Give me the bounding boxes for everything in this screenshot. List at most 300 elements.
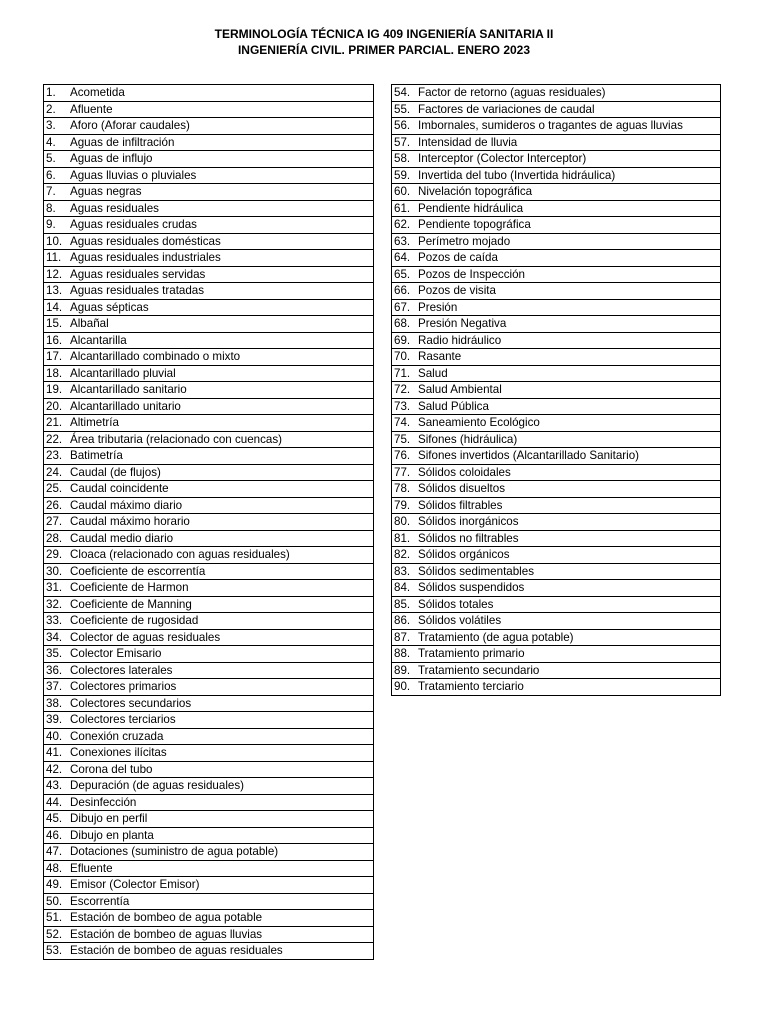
term-row	[44, 365, 374, 382]
term-cell	[44, 101, 374, 118]
term-text: Coeficiente de Harmon	[70, 581, 189, 594]
term-number: 82.	[394, 548, 411, 561]
term-cell	[392, 398, 721, 415]
term-cell	[392, 184, 721, 201]
term-cell	[44, 728, 374, 745]
term-row	[44, 695, 374, 712]
term-cell	[392, 101, 721, 118]
term-cell	[44, 712, 374, 729]
term-row	[392, 646, 721, 663]
term-cell	[392, 299, 721, 316]
term-number: 52.	[46, 927, 63, 941]
term-cell	[392, 431, 721, 448]
term-row	[392, 398, 721, 415]
term-cell	[44, 563, 374, 580]
term-text: Escorrentía	[70, 894, 130, 908]
term-text: Caudal máximo horario	[70, 515, 190, 528]
term-number: 63.	[394, 234, 411, 248]
term-cell	[44, 448, 374, 465]
term-cell	[392, 580, 721, 597]
term-row	[392, 217, 721, 234]
term-text: Perímetro mojado	[418, 234, 511, 248]
term-cell	[44, 926, 374, 943]
term-row	[392, 448, 721, 465]
term-number: 20.	[46, 399, 63, 413]
term-cell	[44, 547, 374, 564]
term-number: 7.	[46, 185, 56, 198]
term-cell	[392, 563, 721, 580]
term-row	[392, 365, 721, 382]
term-number: 43.	[46, 779, 63, 792]
term-cell	[44, 811, 374, 828]
term-number: 27.	[46, 515, 63, 528]
term-row	[392, 101, 721, 118]
term-cell	[392, 151, 721, 168]
term-text: Pozos de caída	[418, 251, 498, 264]
term-row	[44, 299, 374, 316]
term-cell	[44, 200, 374, 217]
term-number: 36.	[46, 663, 63, 677]
term-number: 55.	[394, 102, 411, 116]
term-text: Sifones invertidos (Alcantarillado Sanitario)	[418, 449, 640, 462]
term-cell	[44, 745, 374, 762]
term-number: 23.	[46, 449, 63, 462]
term-text: Imbornales, sumideros o tragantes de aguas lluvias	[418, 119, 683, 132]
term-text: Rasante	[418, 350, 462, 363]
term-text: Factor de retorno (aguas residuales)	[418, 86, 606, 99]
term-text: Aguas sépticas	[70, 300, 149, 314]
term-row	[392, 679, 721, 696]
term-row	[44, 530, 374, 547]
term-text: Afluente	[70, 102, 113, 116]
term-row	[392, 514, 721, 531]
term-cell	[44, 596, 374, 613]
term-row	[44, 217, 374, 234]
term-text: Pendiente hidráulica	[418, 201, 524, 215]
term-number: 44.	[46, 795, 63, 809]
term-text: Colector de aguas residuales	[70, 630, 221, 644]
term-row	[44, 613, 374, 630]
term-cell	[392, 646, 721, 663]
term-text: Tratamiento terciario	[418, 680, 524, 693]
term-text: Área tributaria (relacionado con cuencas)	[70, 432, 283, 446]
term-row	[44, 910, 374, 927]
term-cell	[44, 349, 374, 366]
term-cell	[392, 514, 721, 531]
term-row	[44, 382, 374, 399]
term-row	[392, 299, 721, 316]
term-text: Sólidos sedimentables	[418, 564, 535, 578]
term-cell	[392, 118, 721, 135]
term-number: 85.	[394, 597, 411, 611]
term-text: Estación de bombeo de aguas residuales	[70, 944, 283, 957]
term-row	[44, 266, 374, 283]
term-number: 19.	[46, 383, 63, 396]
term-cell	[44, 431, 374, 448]
term-row	[44, 349, 374, 366]
term-number: 53.	[46, 944, 63, 957]
term-row	[44, 514, 374, 531]
term-number: 90.	[394, 680, 411, 693]
term-row	[44, 415, 374, 432]
term-row	[392, 563, 721, 580]
term-row	[44, 118, 374, 135]
term-cell	[392, 316, 721, 333]
term-cell	[44, 365, 374, 382]
term-row	[44, 547, 374, 564]
term-row	[44, 728, 374, 745]
terms-table-right	[391, 84, 721, 696]
term-number: 22.	[46, 432, 63, 446]
term-number: 28.	[46, 531, 63, 545]
term-cell	[44, 184, 374, 201]
term-text: Caudal máximo diario	[70, 498, 183, 512]
term-row	[44, 811, 374, 828]
term-text: Colectores laterales	[70, 663, 173, 677]
term-row	[44, 794, 374, 811]
term-text: Aguas residuales servidas	[70, 267, 206, 281]
term-number: 61.	[394, 201, 411, 215]
term-text: Tratamiento (de agua potable)	[418, 630, 574, 644]
term-text: Salud Ambiental	[418, 383, 502, 396]
term-cell	[44, 943, 374, 960]
term-number: 6.	[46, 168, 56, 182]
term-cell	[392, 266, 721, 283]
term-row	[44, 827, 374, 844]
term-number: 87.	[394, 630, 411, 644]
term-number: 41.	[46, 746, 63, 759]
term-row	[44, 448, 374, 465]
term-number: 14.	[46, 300, 63, 314]
term-text: Nivelación topográfica	[418, 185, 533, 198]
term-text: Radio hidráulico	[418, 333, 502, 347]
term-row	[44, 398, 374, 415]
term-row	[44, 332, 374, 349]
term-text: Aguas negras	[70, 185, 142, 198]
term-number: 72.	[394, 383, 411, 396]
term-row	[44, 712, 374, 729]
term-row	[392, 547, 721, 564]
term-number: 11.	[46, 251, 62, 264]
document-title	[0, 26, 768, 58]
term-row	[392, 530, 721, 547]
term-row	[44, 860, 374, 877]
term-text: Sólidos disueltos	[418, 482, 506, 495]
term-number: 79.	[394, 498, 411, 512]
term-text: Estación de bombeo de aguas lluvias	[70, 927, 263, 941]
term-text: Aguas residuales crudas	[70, 218, 197, 231]
term-number: 78.	[394, 482, 411, 495]
term-text: Dotaciones (suministro de agua potable)	[70, 845, 279, 858]
term-text: Alcantarillado unitario	[70, 399, 181, 413]
term-row	[44, 893, 374, 910]
term-text: Aguas residuales industriales	[70, 251, 221, 264]
term-row	[44, 844, 374, 861]
term-row	[44, 563, 374, 580]
term-text: Sólidos volátiles	[418, 614, 502, 627]
term-number: 88.	[394, 647, 411, 660]
term-cell	[392, 613, 721, 630]
term-row	[392, 382, 721, 399]
term-cell	[44, 860, 374, 877]
term-row	[44, 778, 374, 795]
term-cell	[44, 877, 374, 894]
term-row	[44, 101, 374, 118]
term-cell	[44, 316, 374, 333]
term-text: Caudal (de flujos)	[70, 465, 161, 479]
term-text: Colector Emisario	[70, 647, 162, 660]
term-row	[392, 118, 721, 135]
term-text: Salud	[418, 366, 448, 380]
term-text: Altimetría	[70, 416, 119, 429]
term-number: 17.	[46, 350, 63, 363]
term-row	[392, 283, 721, 300]
term-cell	[44, 118, 374, 135]
term-number: 10.	[46, 234, 63, 248]
term-cell	[44, 217, 374, 234]
term-number: 75.	[394, 432, 411, 446]
term-text: Dibujo en planta	[70, 828, 154, 842]
term-cell	[44, 629, 374, 646]
term-text: Sólidos no filtrables	[418, 531, 519, 545]
term-text: Aguas de infiltración	[70, 135, 175, 149]
term-text: Caudal medio diario	[70, 531, 174, 545]
term-text: Pozos de visita	[418, 284, 496, 297]
term-number: 73.	[394, 399, 411, 413]
term-text: Efluente	[70, 861, 113, 875]
term-number: 54.	[394, 86, 411, 99]
term-row	[392, 332, 721, 349]
term-cell	[44, 530, 374, 547]
term-number: 51.	[46, 911, 63, 924]
term-cell	[392, 332, 721, 349]
term-number: 40.	[46, 729, 63, 743]
term-cell	[44, 679, 374, 696]
term-text: Intensidad de lluvia	[418, 135, 518, 149]
term-text: Caudal coincidente	[70, 482, 169, 495]
term-text: Saneamiento Ecológico	[418, 416, 540, 429]
term-number: 25.	[46, 482, 63, 495]
term-number: 67.	[394, 300, 411, 314]
term-number: 5.	[46, 152, 56, 165]
term-number: 42.	[46, 762, 63, 776]
term-number: 30.	[46, 564, 63, 578]
term-text: Colectores primarios	[70, 680, 177, 693]
term-text: Pozos de Inspección	[418, 267, 525, 281]
term-number: 35.	[46, 647, 63, 660]
term-text: Acometida	[70, 86, 125, 99]
term-cell	[44, 827, 374, 844]
term-cell	[392, 547, 721, 564]
term-cell	[44, 695, 374, 712]
term-text: Coeficiente de escorrentía	[70, 564, 206, 578]
term-number: 31.	[46, 581, 63, 594]
term-number: 39.	[46, 713, 63, 726]
term-text: Factores de variaciones de caudal	[418, 102, 595, 116]
term-number: 83.	[394, 564, 411, 578]
term-text: Alcantarillado pluvial	[70, 366, 176, 380]
term-row	[44, 184, 374, 201]
term-number: 66.	[394, 284, 411, 297]
term-cell	[392, 448, 721, 465]
term-text: Sólidos orgánicos	[418, 548, 510, 561]
term-row	[44, 745, 374, 762]
term-cell	[392, 497, 721, 514]
term-number: 71.	[394, 366, 411, 380]
term-text: Aguas lluvias o pluviales	[70, 168, 197, 182]
term-cell	[44, 299, 374, 316]
term-row	[392, 316, 721, 333]
term-row	[392, 233, 721, 250]
term-cell	[44, 233, 374, 250]
term-row	[44, 662, 374, 679]
term-cell	[44, 761, 374, 778]
term-row	[44, 877, 374, 894]
term-cell	[44, 167, 374, 184]
term-row	[44, 233, 374, 250]
term-text: Cloaca (relacionado con aguas residuales)	[70, 548, 290, 561]
term-row	[392, 662, 721, 679]
term-number: 33.	[46, 614, 63, 627]
term-text: Sólidos inorgánicos	[418, 515, 519, 528]
term-number: 4.	[46, 135, 56, 149]
term-cell	[392, 530, 721, 547]
term-row	[392, 415, 721, 432]
term-cell	[392, 662, 721, 679]
term-row	[392, 481, 721, 498]
term-number: 32.	[46, 597, 63, 611]
term-number: 89.	[394, 663, 411, 677]
term-cell	[44, 481, 374, 498]
term-number: 46.	[46, 828, 63, 842]
term-row	[44, 596, 374, 613]
term-cell	[392, 481, 721, 498]
term-number: 86.	[394, 614, 411, 627]
term-row	[44, 134, 374, 151]
term-cell	[392, 382, 721, 399]
term-number: 37.	[46, 680, 63, 693]
term-row	[392, 151, 721, 168]
term-row	[392, 266, 721, 283]
term-cell	[44, 893, 374, 910]
term-text: Conexiones ilícitas	[70, 746, 167, 759]
term-row	[44, 431, 374, 448]
term-cell	[392, 349, 721, 366]
term-number: 60.	[394, 185, 411, 198]
term-cell	[44, 794, 374, 811]
term-number: 1.	[46, 86, 56, 99]
term-row	[44, 464, 374, 481]
term-row	[392, 167, 721, 184]
term-number: 50.	[46, 894, 63, 908]
term-text: Sólidos filtrables	[418, 498, 503, 512]
term-cell	[44, 134, 374, 151]
terms-table-left	[43, 84, 374, 960]
term-text: Colectores terciarios	[70, 713, 176, 726]
term-cell	[44, 382, 374, 399]
title-line-2: INGENIERÍA CIVIL. PRIMER PARCIAL. ENERO 2023	[237, 43, 531, 57]
term-number: 26.	[46, 498, 63, 512]
term-cell	[392, 167, 721, 184]
term-number: 65.	[394, 267, 411, 281]
term-text: Coeficiente de Manning	[70, 597, 192, 611]
term-row	[44, 85, 374, 102]
term-number: 74.	[394, 416, 411, 429]
term-cell	[392, 415, 721, 432]
term-number: 62.	[394, 218, 411, 231]
term-text: Pendiente topográfica	[418, 218, 531, 231]
term-text: Aguas residuales tratadas	[70, 284, 205, 297]
term-row	[392, 464, 721, 481]
term-row	[392, 349, 721, 366]
term-number: 81.	[394, 531, 411, 545]
term-row	[44, 283, 374, 300]
term-text: Desinfección	[70, 795, 137, 809]
term-text: Alcantarillado sanitario	[70, 383, 187, 396]
term-number: 48.	[46, 861, 63, 875]
term-text: Sifones (hidráulica)	[418, 432, 518, 446]
term-number: 70.	[394, 350, 411, 363]
term-number: 3.	[46, 119, 56, 132]
term-number: 34.	[46, 630, 63, 644]
term-cell	[392, 679, 721, 696]
term-text: Tratamiento primario	[418, 647, 525, 660]
term-cell	[44, 85, 374, 102]
term-row	[44, 250, 374, 267]
term-number: 18.	[46, 366, 63, 380]
term-number: 45.	[46, 812, 63, 825]
term-row	[44, 481, 374, 498]
term-text: Interceptor (Colector Interceptor)	[418, 152, 587, 165]
term-text: Estación de bombeo de agua potable	[70, 911, 263, 924]
term-cell	[392, 250, 721, 267]
term-row	[392, 200, 721, 217]
term-cell	[392, 629, 721, 646]
term-cell	[44, 250, 374, 267]
term-row	[392, 431, 721, 448]
term-cell	[44, 151, 374, 168]
term-text: Coeficiente de rugosidad	[70, 614, 199, 627]
term-number: 12.	[46, 267, 63, 281]
term-text: Alcantarillado combinado o mixto	[70, 350, 241, 363]
term-row	[392, 184, 721, 201]
term-cell	[44, 266, 374, 283]
term-number: 8.	[46, 201, 56, 215]
term-text: Presión Negativa	[418, 317, 507, 330]
term-row	[44, 943, 374, 960]
term-number: 58.	[394, 152, 411, 165]
term-number: 21.	[46, 416, 63, 429]
term-cell	[392, 85, 721, 102]
term-number: 64.	[394, 251, 411, 264]
term-number: 24.	[46, 465, 63, 479]
term-number: 15.	[46, 317, 63, 330]
term-text: Aforo (Aforar caudales)	[70, 119, 190, 132]
term-number: 68.	[394, 317, 411, 330]
term-row	[392, 250, 721, 267]
term-number: 13.	[46, 284, 63, 297]
term-cell	[44, 778, 374, 795]
term-cell	[44, 613, 374, 630]
term-cell	[392, 233, 721, 250]
term-number: 56.	[394, 119, 411, 132]
term-row	[44, 580, 374, 597]
term-number: 29.	[46, 548, 63, 561]
term-text: Emisor (Colector Emisor)	[70, 878, 200, 891]
term-row	[44, 200, 374, 217]
term-number: 16.	[46, 333, 63, 347]
term-cell	[392, 217, 721, 234]
